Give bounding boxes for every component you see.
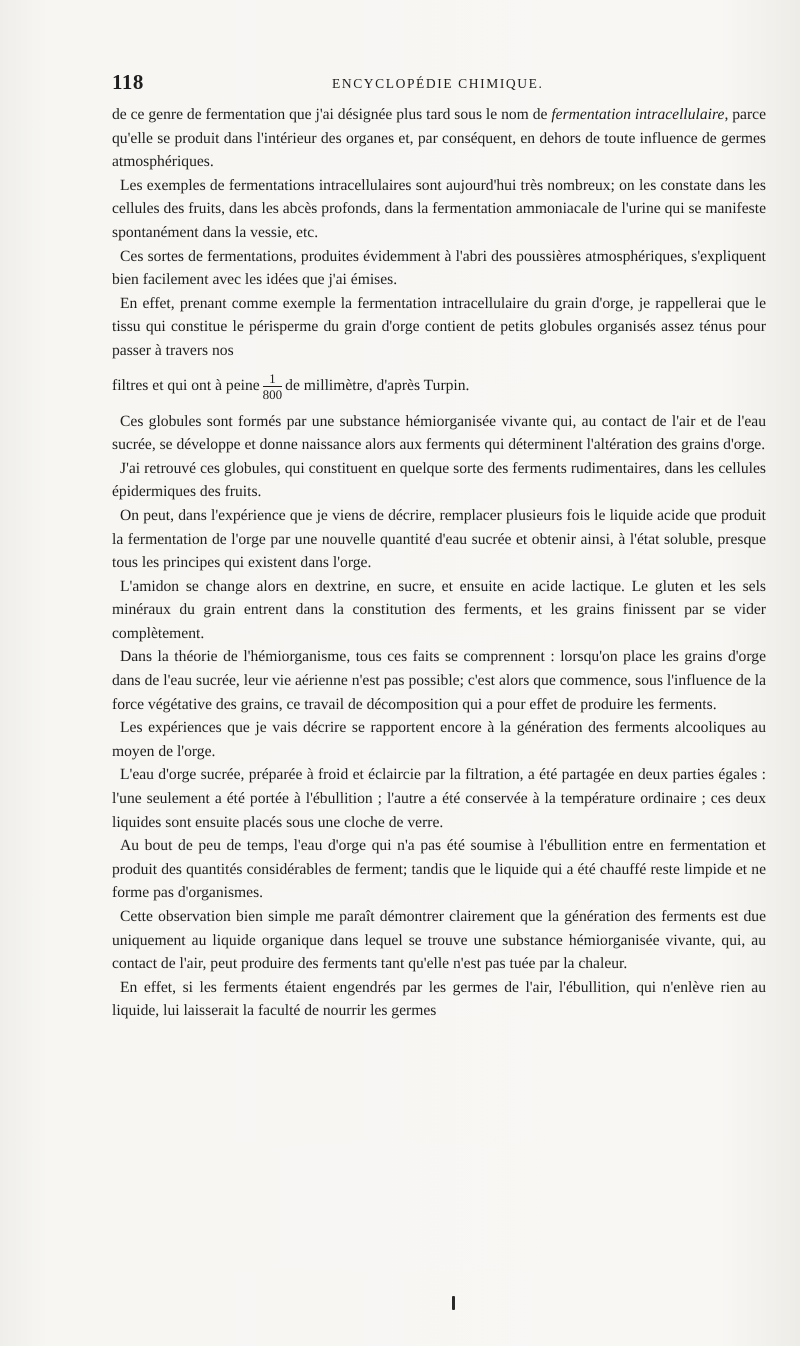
paragraph-4: En effet, prenant comme exemple la fermentation intracellulaire du grain d'orge, je rappellerai que le tissu qui constitue le périsperme du grain d'orge contient de petits globules organisés assez ténus pour passer à travers nos xyxy=(112,294,766,359)
running-title: ENCYCLOPÉDIE CHIMIQUE. xyxy=(332,76,544,91)
fraction-numerator: 1 xyxy=(263,372,283,387)
paragraph-11: L'eau d'orge sucrée, préparée à froid et éclaircie par la filtration, a été partagée en deux parties égales : l'une seulement a été portée à l'ébullition ; l'autre a été conservée à la température ordinaire ; ces deux liquides sont ensuite placés sous une cloche de verre. xyxy=(112,766,766,831)
paragraph-12: Au bout de peu de temps, l'eau d'orge qui n'a pas été soumise à l'ébullition entre en fermentation et produit des quantités considérables de ferment; tandis que le liquide qui a été chauffé reste limpide et ne forme pas d'organismes. xyxy=(112,837,766,902)
print-mark xyxy=(452,1296,455,1310)
fraction xyxy=(263,372,283,401)
paragraph-3: Ces sortes de fermentations, produites évidemment à l'abri des poussières atmosphériques, s'expliquent bien facilement avec les idées que j'ai émises. xyxy=(112,247,766,289)
paragraph-13: Cette observation bien simple me paraît démontrer clairement que la génération des ferments est due uniquement au liquide organique dans lequel se trouve une substance hémiorganisée vivante, qui, au contact de l'air, peut produire des ferments tant qu'elle n'est pas tuée par la chaleur. xyxy=(112,908,766,973)
paragraph-6: J'ai retrouvé ces globules, qui constituent en quelque sorte des ferments rudimentaires, dans les cellules épidermiques des fruits. xyxy=(112,459,766,501)
body-text xyxy=(112,103,766,1023)
paragraph-7: On peut, dans l'expérience que je viens de décrire, remplacer plusieurs fois le liquide acide que produit la fermentation de l'orge par une nouvelle quantité d'eau sucrée et obtenir ainsi, à l'état soluble, presque tous les principes qui existent dans l'orge. xyxy=(112,506,766,572)
paragraph-4-continued: filtres et qui ont à peine $\frac{1}{800}$ de millimètre, d'après Turpin. xyxy=(112,370,470,402)
running-head xyxy=(112,70,782,100)
paragraph-8: L'amidon se change alors en dextrine, en sucre, et ensuite en acide lactique. Le gluten et les sels minéraux du grain entrent dans la constitution des ferments, et les grains finissent par se vider complètement. xyxy=(112,577,766,642)
paragraph-5: Ces globules sont formés par une substance hémiorganisée vivante qui, au contact de l'air et de l'eau sucrée, se développe et donne naissance alors aux ferments qui déterminent l'altération des grains d'orge. xyxy=(112,412,766,454)
paragraph-1: de ce genre de fermentation que j'ai désignée plus tard sous le nom de fermentation intracellulaire, parce qu'elle se produit dans l'intérieur des organes et, par conséquent, en dehors de toute influence de germes atmosphériques. xyxy=(112,106,766,171)
paragraph-10: Les expériences que je vais décrire se rapportent encore à la génération des ferments alcooliques au moyen de l'orge. xyxy=(112,719,766,760)
fraction-denominator: 800 xyxy=(262,386,283,402)
italic-term: fermentation intracellulaire xyxy=(551,106,725,123)
page-number: 118 xyxy=(112,70,144,94)
paragraph-9: Dans la théorie de l'hémiorganisme, tous ces faits se comprennent : lorsqu'on place les grains d'orge dans de l'eau sucrée, leur vie aérienne n'est pas possible; c'est alors que commence, sous l'influence de la force végétative des grains, ce travail de décomposition qui a pour effet de produire les ferments. xyxy=(112,648,766,713)
paragraph-2: Les exemples de fermentations intracellulaires sont aujourd'hui très nombreux; on les constate dans les cellules des fruits, dans les abcès profonds, dans la fermentation ammoniacale de l'urine qui se manifeste spontanément dans la vessie, etc. xyxy=(112,176,766,241)
paragraph-14: En effet, si les ferments étaient engendrés par les germes de l'air, l'ébullition, qui n'enlève rien au liquide, lui laisserait la faculté de nourrir les germes xyxy=(112,978,766,1020)
